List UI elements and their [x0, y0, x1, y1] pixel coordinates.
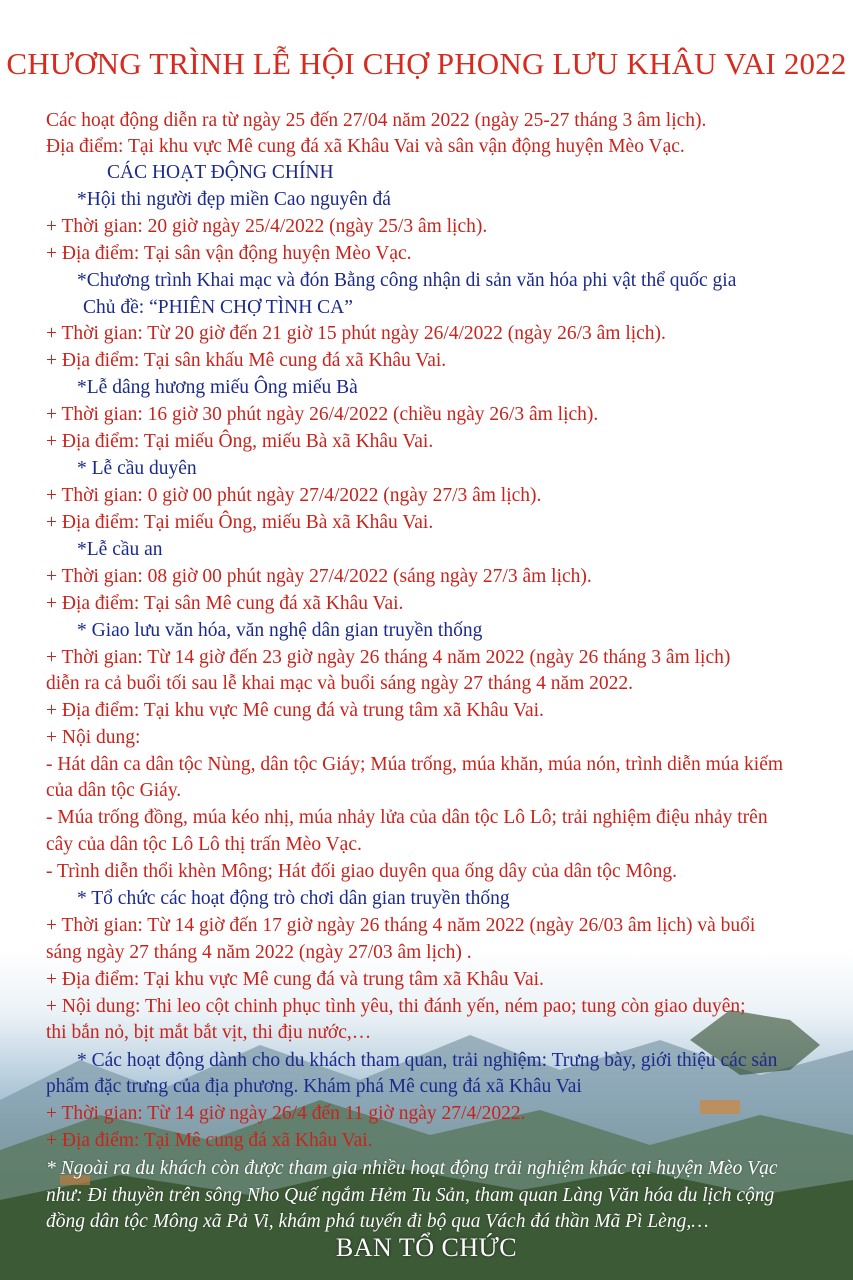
activity-theme: Chủ đề: “PHIÊN CHỢ TÌNH CA”	[83, 297, 353, 318]
activity-heading: *Hội thi người đẹp miền Cao nguyên đá	[77, 189, 391, 210]
activity-content: + Nội dung: Thi leo cột chinh phục tình yêu, thi đánh yến, ném pao; tung còn giao duyên;	[46, 996, 746, 1017]
activity-heading: * Tổ chức các hoạt động trò chơi dân gian truyền thống	[77, 888, 510, 909]
activity-location: + Địa điểm: Tại Mê cung đá xã Khâu Vai.	[46, 1130, 373, 1151]
extra-note-continued: như: Đi thuyền trên sông Nho Quế ngắm Hẻm Tu Sản, tham quan Làng Văn hóa du lịch cộng	[46, 1185, 775, 1206]
content-item-continued: cây của dân tộc Lô Lô thị trấn Mèo Vạc.	[46, 834, 362, 855]
content-item: - Hát dân ca dân tộc Nùng, dân tộc Giáy; Múa trống, múa khăn, múa nón, trình diễn múa kiếm	[46, 754, 784, 775]
activity-time: + Thời gian: Từ 14 giờ ngày 26/4 đến 11 giờ ngày 27/4/2022.	[46, 1103, 526, 1124]
activity-location: + Địa điểm: Tại miếu Ông, miếu Bà xã Khâu Vai.	[46, 431, 434, 452]
activity-heading: * Giao lưu văn hóa, văn nghệ dân gian truyền thống	[77, 620, 483, 641]
content-item: - Trình diễn thổi khèn Mông; Hát đối giao duyên qua ống dây của dân tộc Mông.	[46, 861, 677, 882]
activity-time-continued: diễn ra cả buổi tối sau lễ khai mạc và buổi sáng ngày 27 tháng 4 năm 2022.	[46, 673, 634, 694]
activity-location: + Địa điểm: Tại miếu Ông, miếu Bà xã Khâu Vai.	[46, 512, 434, 533]
intro-location: Địa điểm: Tại khu vực Mê cung đá xã Khâu Vai và sân vận động huyện Mèo Vạc.	[46, 136, 685, 157]
activity-content-continued: thi bắn nỏ, bịt mắt bắt vịt, thi địu nước,…	[46, 1022, 372, 1043]
page-title: CHƯƠNG TRÌNH LỄ HỘI CHỢ PHONG LƯU KHÂU VAI 2022	[6, 46, 847, 81]
activity-heading: * Lễ cầu duyên	[77, 458, 197, 479]
activity-time: + Thời gian: 0 giờ 00 phút ngày 27/4/2022 (ngày 27/3 âm lịch).	[46, 485, 542, 506]
activity-heading: *Lễ dâng hương miếu Ông miếu Bà	[77, 377, 358, 398]
activity-location: + Địa điểm: Tại sân khấu Mê cung đá xã Khâu Vai.	[46, 350, 447, 371]
extra-note-continued: đồng dân tộc Mông xã Pả Vi, khám phá tuyến đi bộ qua Vách đá thần Mã Pì Lèng,…	[46, 1211, 709, 1232]
activity-heading-continued: phẩm đặc trưng của địa phương. Khám phá Mê cung đá xã Khâu Vai	[46, 1076, 582, 1097]
activity-time: + Thời gian: Từ 14 giờ đến 17 giờ ngày 26 tháng 4 năm 2022 (ngày 26/03 âm lịch) và buổi	[46, 915, 756, 936]
activity-time: + Thời gian: Từ 20 giờ đến 21 giờ 15 phút ngày 26/4/2022 (ngày 26/3 âm lịch).	[46, 323, 666, 344]
activity-time: + Thời gian: Từ 14 giờ đến 23 giờ ngày 26 tháng 4 năm 2022 (ngày 26 tháng 3 âm lịch)	[46, 647, 731, 668]
activity-location: + Địa điểm: Tại khu vực Mê cung đá và trung tâm xã Khâu Vai.	[46, 969, 544, 990]
activity-time-continued: sáng ngày 27 tháng 4 năm 2022 (ngày 27/03 âm lịch) .	[46, 942, 472, 963]
activity-location: + Địa điểm: Tại khu vực Mê cung đá và trung tâm xã Khâu Vai.	[46, 700, 544, 721]
activity-time: + Thời gian: 16 giờ 30 phút ngày 26/4/2022 (chiều ngày 26/3 âm lịch).	[46, 404, 599, 425]
section-heading: CÁC HOẠT ĐỘNG CHÍNH	[107, 162, 334, 183]
organizer-signature: BAN TỔ CHỨC	[335, 1233, 518, 1262]
activity-time: + Thời gian: 20 giờ ngày 25/4/2022 (ngày 25/3 âm lịch).	[46, 216, 488, 237]
content-item-continued: của dân tộc Giáy.	[46, 780, 182, 801]
activity-heading: *Lễ cầu an	[77, 539, 163, 560]
activity-content-label: + Nội dung:	[46, 727, 141, 748]
activity-heading: * Các hoạt động dành cho du khách tham quan, trải nghiệm: Trưng bày, giới thiệu các sản	[77, 1050, 778, 1071]
activity-heading: *Chương trình Khai mạc và đón Bằng công nhận di sản văn hóa phi vật thể quốc gia	[77, 270, 737, 291]
content-item: - Múa trống đồng, múa kéo nhị, múa nhảy lửa của dân tộc Lô Lô; trải nghiệm điệu nhảy trên	[46, 807, 768, 828]
activity-location: + Địa điểm: Tại sân vận động huyện Mèo Vạc.	[46, 243, 412, 264]
activity-time: + Thời gian: 08 giờ 00 phút ngày 27/4/2022 (sáng ngày 27/3 âm lịch).	[46, 566, 592, 587]
extra-note: * Ngoài ra du khách còn được tham gia nhiều hoạt động trải nghiệm khác tại huyện Mèo Vạc	[46, 1158, 778, 1179]
activity-location: + Địa điểm: Tại sân Mê cung đá xã Khâu Vai.	[46, 593, 404, 614]
intro-dates: Các hoạt động diễn ra từ ngày 25 đến 27/04 năm 2022 (ngày 25-27 tháng 3 âm lịch).	[46, 110, 707, 131]
